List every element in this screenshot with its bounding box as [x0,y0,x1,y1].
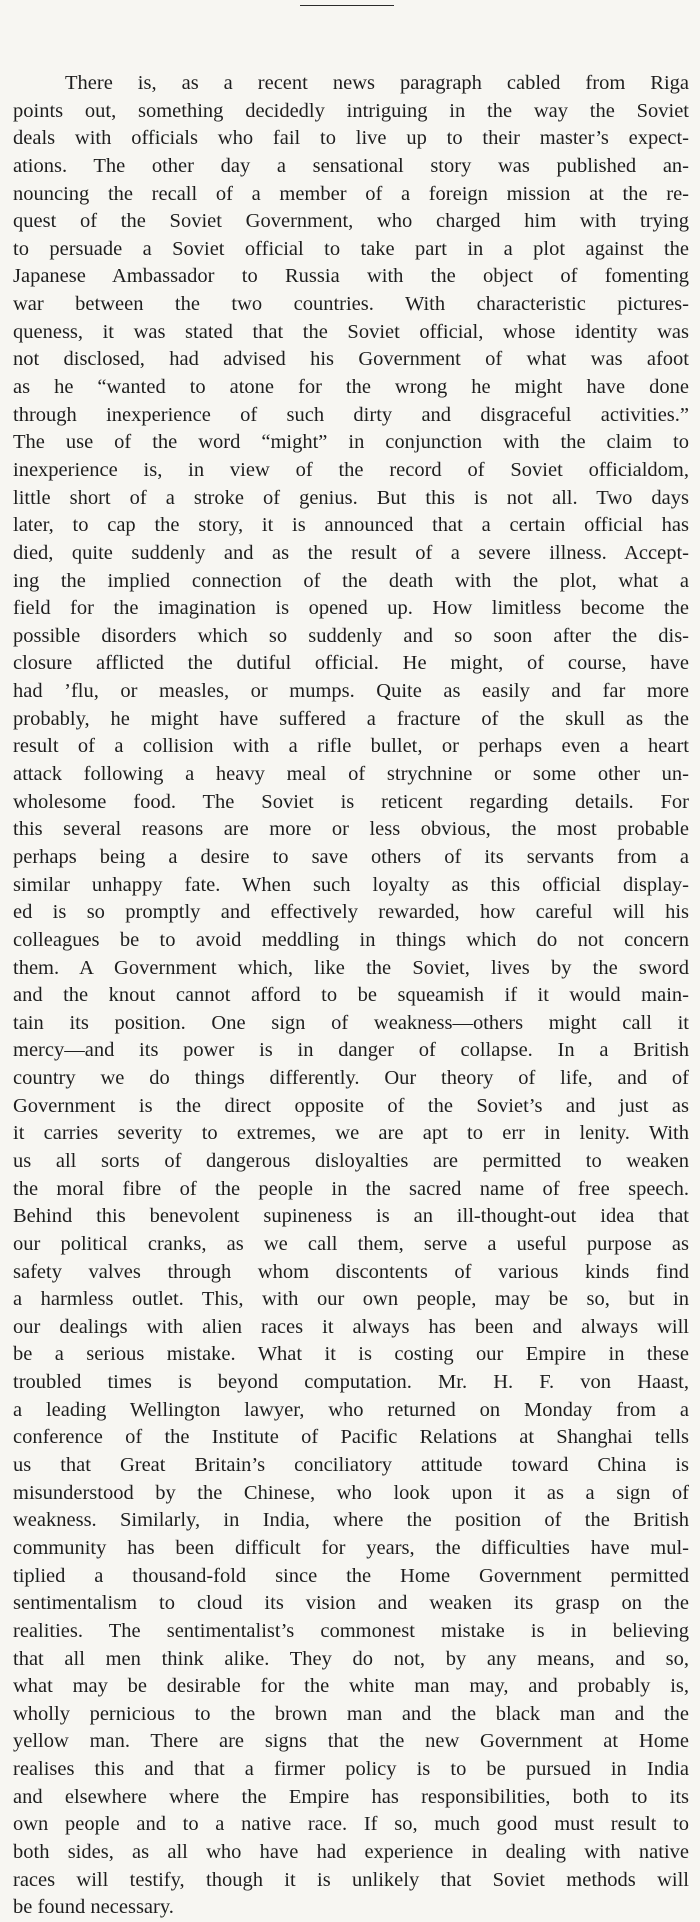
article-line: to persuade a Soviet official to take part in a plot against the [13,237,689,260]
article-line: and elsewhere where the Empire has responsibilities, both to its [13,1785,689,1808]
article-line: deals with officials who fail to live up to their master’s expect- [13,127,689,150]
article-line: community has been difficult for years, the difficulties have mul- [13,1536,689,1559]
article-line: sentimentalism to cloud its vision and weaken its grasp on the [13,1592,689,1615]
article-line: safety valves through whom discontents of various kinds find [13,1260,689,1283]
article-line: probably, he might have suffered a fracture of the skull as the [13,707,689,730]
article-line: points out, something decidedly intriguing in the way the Soviet [13,99,689,122]
article-line: and the knout cannot afford to be squeamish if it would main- [13,984,689,1007]
article-line: field for the imagination is opened up. How limitless become the [13,597,689,620]
article-line: closure afflicted the dutiful official. He might, of course, have [13,652,689,675]
article-line: Japanese Ambassador to Russia with the object of fomenting [13,265,689,288]
article-line: nouncing the recall of a member of a foreign mission at the re- [13,182,689,205]
article-line: tain its position. One sign of weakness—others might call it [13,1011,689,1034]
article-line: similar unhappy fate. When such loyalty as this official display- [13,873,689,896]
article-line: a harmless outlet. This, with our own people, may be so, but in [13,1288,689,1311]
article-line: troubled times is beyond computation. Mr. H. F. von Haast, [13,1371,689,1394]
article-line: wholly pernicious to the brown man and the black man and the [13,1702,689,1725]
article-line: mercy—and its power is in danger of collapse. In a British [13,1039,689,1062]
article-line: us all sorts of dangerous disloyalties are permitted to weaken [13,1149,689,1172]
article-line: what may be desirable for the white man may, and probably is, [13,1675,689,1698]
article-line: Behind this benevolent supineness is an ill-thought-out idea that [13,1205,689,1228]
article-line: died, quite suddenly and as the result of a severe illness. Accept- [13,541,689,564]
article-line: it carries severity to extremes, we are apt to err in lenity. With [13,1122,689,1145]
article-line: own people and to a native race. If so, much good must result to [13,1813,689,1836]
article-line: later, to cap the story, it is announced that a certain official has [13,514,689,537]
article-line: the moral fibre of the people in the sacred name of free speech. [13,1177,689,1200]
article-line: races will testify, though it is unlikely that Soviet methods will [13,1868,689,1891]
article-line: perhaps being a desire to save others of its servants from a [13,845,689,868]
article-line: inexperience is, in view of the record of Soviet officialdom, [13,458,689,481]
article-line: as he “wanted to atone for the wrong he might have done [13,376,689,399]
article-line: yellow man. There are signs that the new Government at Home [13,1730,689,1753]
article-line: possible disorders which so suddenly and so soon after the dis- [13,624,689,647]
article-line: both sides, as all who have had experience in dealing with native [13,1841,689,1863]
article-line: that all men think alike. They do not, by any means, and so, [13,1647,689,1670]
article-line: ing the implied connection of the death with the plot, what a [13,569,689,592]
article-line: ations. The other day a sensational story was published an- [13,154,689,177]
article-line: attack following a heavy meal of strychnine or some other un- [13,763,689,786]
article-line: through inexperience of such dirty and disgraceful activities.” [13,403,689,426]
article-line: this several reasons are more or less obvious, the most probable [13,818,689,841]
article-line: country we do things differently. Our theory of life, and of [13,1067,689,1090]
article-line: realities. The sentimentalist’s commonest mistake is in believing [13,1619,689,1642]
article-line: conference of the Institute of Pacific Relations at Shanghai tells [13,1426,689,1449]
article-line: result of a collision with a rifle bullet, or perhaps even a heart [13,735,689,758]
article-line: Government is the direct opposite of the Soviet’s and just as [13,1094,689,1117]
article-line: a leading Wellington lawyer, who returned on Monday from a [13,1398,689,1421]
article-line: There is, as a recent news paragraph cabled from Riga [65,72,689,94]
article-line: be found necessary. [13,1896,174,1919]
article-line: us that Great Britain’s conciliatory attitude toward China is [13,1454,689,1477]
article-line: realises this and that a firmer policy is to be pursued in India [13,1758,689,1781]
article-line: misunderstood by the Chinese, who look upon it as a sign of [13,1481,689,1504]
article-body [13,70,689,1922]
article-line: be a serious mistake. What it is costing our Empire in these [13,1343,689,1366]
article-line: little short of a stroke of genius. But this is not all. Two days [13,486,689,509]
article-line: colleagues be to avoid meddling in things which do not concern [13,928,689,951]
article-line: quest of the Soviet Government, who charged him with trying [13,210,689,233]
article-line: ed is so promptly and effectively rewarded, how careful will his [13,901,689,924]
article-line: our dealings with alien races it always has been and always will [13,1315,689,1338]
top-divider-rule [300,5,394,6]
article-line: not disclosed, had advised his Government of what was afoot [13,348,689,371]
article-line: weakness. Similarly, in India, where the position of the British [13,1509,689,1532]
article-line: wholesome food. The Soviet is reticent regarding details. For [13,790,689,813]
article-line: The use of the word “might” in conjunction with the claim to [13,431,689,454]
article-line: had ’flu, or measles, or mumps. Quite as easily and far more [13,680,689,703]
article-line: queness, it was stated that the Soviet official, whose identity was [13,320,689,343]
article-line: them. A Government which, like the Soviet, lives by the sword [13,956,689,979]
article-line: war between the two countries. With characteristic pictures- [13,293,689,316]
article-line: our political cranks, as we call them, serve a useful purpose as [13,1232,689,1255]
article-line: tiplied a thousand-fold since the Home Government permitted [13,1564,689,1587]
